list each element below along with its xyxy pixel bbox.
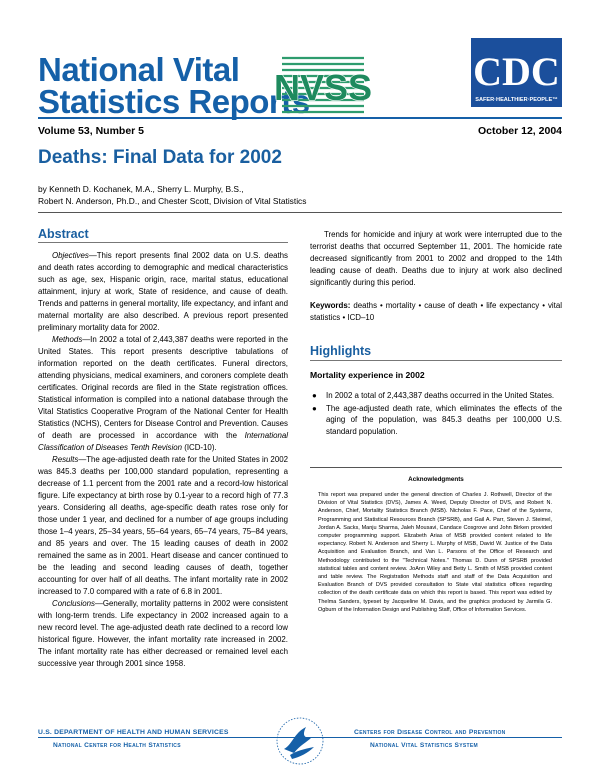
mortality-subheading: Mortality experience in 2002 [310,370,425,380]
list-item [312,403,562,438]
highlights-heading: Highlights [310,344,372,358]
acknowledgments-rule [310,467,562,468]
nvss-logo [273,48,373,118]
cdc-tagline: SAFER·HEALTHIER·PEOPLE™ [475,97,558,103]
abstract-conclusions [38,598,288,670]
footer-hhs: U.S. DEPARTMENT OF HEALTH AND HUMAN SERVICES [38,729,229,736]
authors-line1: by Kenneth D. Kochanek, M.A., Sherry L. Murphy, B.S., [38,184,244,194]
cdc-logo-text: CDC [473,49,560,94]
hhs-eagle-icon [264,715,336,767]
abstract-methods [38,334,288,454]
bullet-text: The age-adjusted death rate, which eliminates the effects of the aging of the population, was 845.3 deaths per 100,000 U.S. standard population. [326,403,562,436]
list-item [312,390,562,402]
results-text: —The age-adjusted death rate for the United States in 2002 was 845.3 deaths per 100,000 standard population, representing a decrease of 1.1 percent from the 2001 rate and a record-low historical figure. Life expectancy at birth rose by 0.1-year to a record high of 77.3 years. Considering all deaths, age-specific death rates rose only for those under 1 year, and declined for a number of age groups including those 1–4 years, 25–34 years, 55–64 years, 65–74 years, 75–84 years, and 85 years and over. The 15 leading causes of death in 2002 remained the same as in 2001. Heart disease and cancer continued to be the leading and second leading causes of death, together accounting for over half of all deaths. The infant mortality rate in 2002 increased to 7.0 compared with a rate of 6.8 in 2001. [38,455,288,596]
abstract-rule [38,242,288,243]
results-label: Results [52,455,79,464]
conclusions-text: —Generally, mortality patterns in 2002 were consistent with long-term trends. Life expectancy in 2002 increased again to a new record level. The age-adjusted death rate declined to a record low historical figure. However, the infant mortality rate increased in 2002. The infant mortality rate has either decreased or remained level each successive year through 2001 since 1958. [38,599,288,668]
highlights-rule [310,360,562,361]
highlights-list [312,390,562,438]
methods-label: Methods [52,335,83,344]
bullet-icon: ● [312,391,317,400]
abstract-results [38,454,288,598]
authors [38,183,306,207]
icd-title: International Classification of Diseases Tenth Revision [38,431,288,452]
bullet-icon: ● [312,403,317,413]
masthead-title [38,51,310,120]
keywords-label: Keywords: [310,301,351,310]
authors-line2: Robert N. Anderson, Ph.D., and Chester Scott, Division of Vital Statistics [38,196,307,206]
section-divider [38,212,562,213]
right-column [310,229,562,324]
abstract-objectives [38,250,288,334]
footer-nchs: National Center for Health Statistics [53,742,181,749]
trends-paragraph: Trends for homicide and injury at work were interrupted due to the terrorist deaths that occurred September 11, 2001. The homicide rate decreased significantly from 2001 to 2002 and dropped to the 14th leading cause of death. Deaths due to injury at work also declined significantly during this period. [310,230,562,287]
methods-text: —In 2002 a total of 2,443,387 deaths were reported in the United States. This report presents descriptive tabulations of information reported on the death certificates. Funeral directors, attending physicians, medical examiners, and coroners complete death certificates. Original records are filed in the State registration offices. Statistical information is compiled into a national database through the Vital Statistics Cooperative Program of the National Center for Health Statistics (NCHS), Centers for Disease Control and Prevention. Causes of death are processed in accordance with the [38,335,288,440]
objectives-label: Objectives [52,251,89,260]
footer-cdc: Centers for Disease Control and Prevention [354,729,506,736]
masthead-line1: National Vital [38,51,240,88]
masthead-line2: Statistics Reports [38,83,310,120]
abstract-heading: Abstract [38,227,89,241]
abstract-body [38,250,288,670]
keywords-list: deaths • mortality • cause of death • life expectancy • vital statistics • ICD–10 [310,301,562,322]
report-title: Deaths: Final Data for 2002 [38,147,282,168]
methods-end: (ICD-10). [182,443,217,452]
objectives-text: —This report presents final 2002 data on U.S. deaths and death rates according to demographic and medical characteristics such as age, sex, Hispanic origin, race, marital status, educational attainment, injury at work, State of residence, and cause of death. Trends and patterns in general mortality, life expectancy, and infant and maternal mortality are also described. A previous report presented preliminary mortality data for 2002. [38,251,288,332]
nvss-logo-text: NVSS [273,67,373,108]
acknowledgments-body: This report was prepared under the general direction of Charles J. Rothwell, Director of the Division of Vital Statistics (DVS), James A. Weed, Deputy Director of DVS, and Robert N. Anderson, Chief, Mortality Statistics Branch (MSB). Nicholas F. Pace, Chief of the Systems, Programming and Statistical Resources Branch (SPSRB), and Gail A. Parr, Steven J. Steimel, Jordan A. Sacks, Manju Sharma, Jaleh Mousavi, Candace Cosgrove and John Birken provided computer programming support. Elizabeth Arias of MSB provided content related to life expectancy. Robert N. Anderson and Sherry L. Murphy of MSB, David W. Justice of the Data Acquisition and Evaluation Branch, and Van L. Parsons of the Office of Research and Methodology contributed to the "Technical Notes." Thomas D. Dunn of SPSRB provided statistical tables and content review. JoAnn Wiley and Betty L. Smith of MSB provided content and table review. The Registration Methods staff and staff of the Data Acquisition and Evaluation Branch of DVS provided consultation to State vital statistics offices regarding collection of the death certificate data on which this report is based. This report was edited by Thelma Sanders, typeset by Jacqueline M. Davis, and the graphics produced by Jarmila G. Ogburn of the Information Design and Publishing Staff, Office of Information Services. [318,492,552,613]
header-divider [38,117,562,119]
acknowledgments-heading: Acknowledgments [408,476,464,483]
cdc-logo [471,38,562,107]
conclusions-label: Conclusions [52,599,95,608]
keywords [310,300,562,324]
volume-number: Volume 53, Number 5 [38,125,145,137]
bullet-text: In 2002 a total of 2,443,387 deaths occurred in the United States. [326,391,555,400]
issue-date: October 12, 2004 [477,125,562,137]
footer-nvss: National Vital Statistics System [370,742,478,749]
